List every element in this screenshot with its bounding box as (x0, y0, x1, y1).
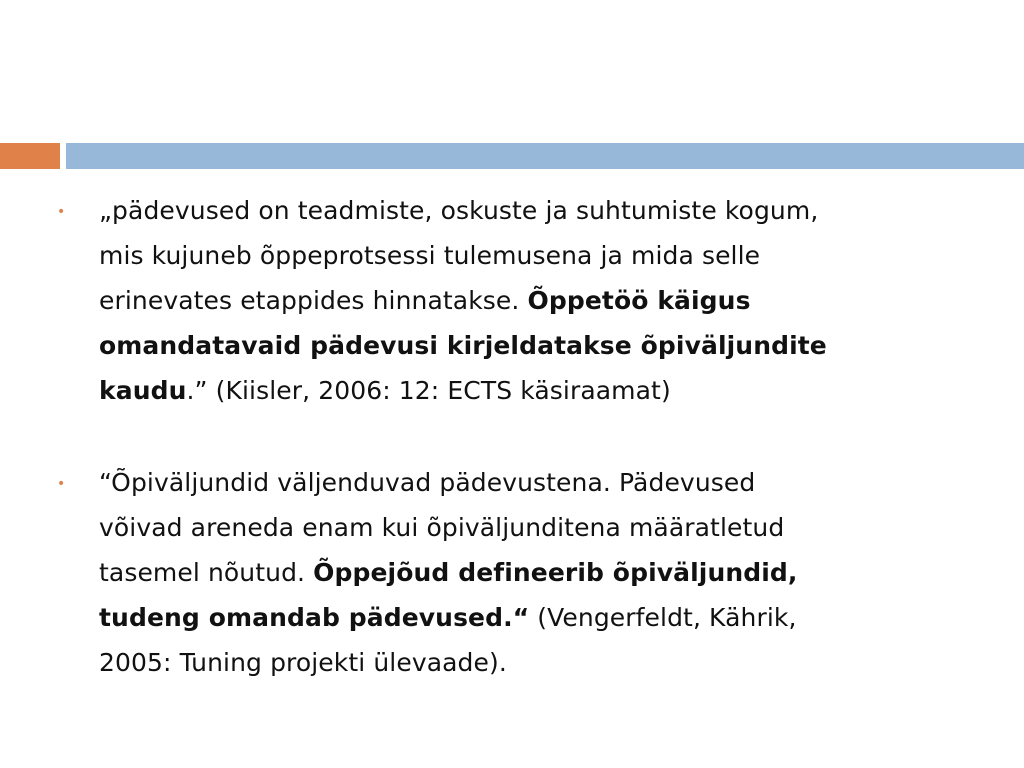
bold-text-run: omandatavaid pädevusi kirjeldatakse õpiväljundite (99, 331, 827, 360)
text-run: .” (Kiisler, 2006: 12: ECTS käsiraamat) (186, 376, 671, 405)
text-line (99, 460, 955, 505)
bold-text-run: Õppejõud defineerib õpiväljundid, (313, 558, 798, 587)
text-line (99, 595, 955, 640)
bold-text-run: Õppetöö käigus (527, 286, 751, 315)
text-line (99, 368, 955, 413)
text-run: tasemel nõutud. (99, 558, 314, 587)
bullet-item-2 (55, 460, 955, 685)
bold-text-run: kaudu (99, 376, 187, 405)
bold-text-run: tudeng omandab pädevused.“ (99, 603, 530, 632)
text-line (99, 505, 955, 550)
bullet-icon: • (57, 476, 66, 492)
text-run: “Õpiväljundid väljenduvad pädevustena. Pädevused (99, 468, 756, 497)
text-run: võivad areneda enam kui õpiväljunditena määratletud (99, 513, 785, 542)
bullet-icon: • (57, 204, 66, 220)
accent-bar-orange (0, 143, 60, 169)
text-line (99, 640, 955, 685)
text-run: mis kujuneb õppeprotsessi tulemusena ja mida selle (99, 241, 761, 270)
text-run: „pädevused on teadmiste, oskuste ja suhtumiste kogum, (99, 196, 819, 225)
text-line (99, 323, 955, 368)
bullet-item-1 (55, 188, 955, 413)
text-run: erinevates etappides hinnatakse. (99, 286, 528, 315)
text-run: (Vengerfeldt, Kährik, (529, 603, 797, 632)
accent-bar-blue (66, 143, 1024, 169)
text-line (99, 233, 955, 278)
text-line (99, 188, 955, 233)
text-run: 2005: Tuning projekti ülevaade). (99, 648, 507, 677)
slide-content (55, 188, 955, 685)
text-line (99, 278, 955, 323)
text-line (99, 550, 955, 595)
